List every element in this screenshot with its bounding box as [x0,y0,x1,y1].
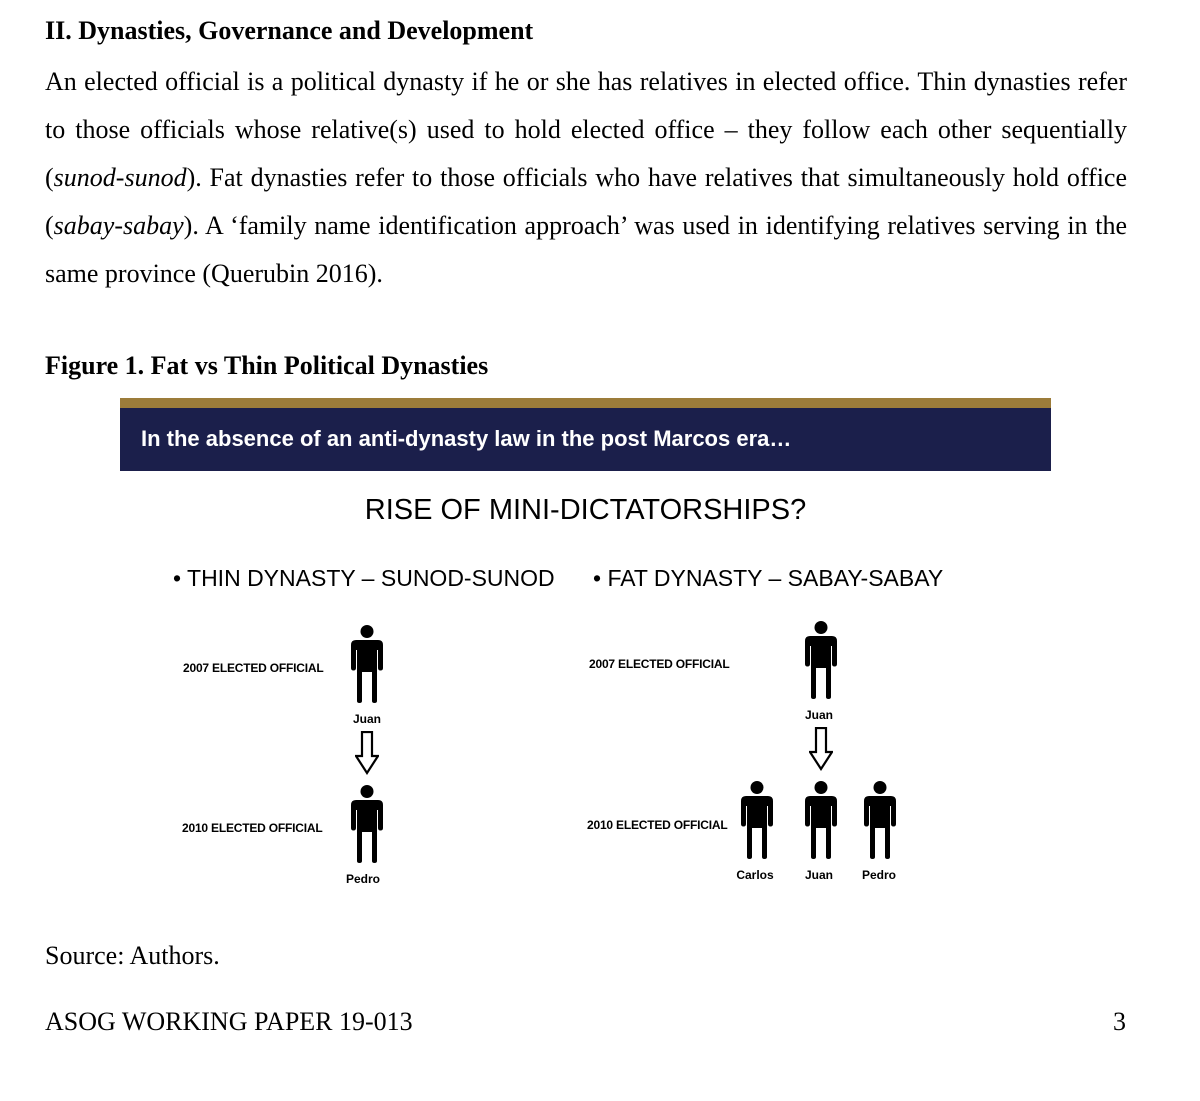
footer-paper-id: ASOG WORKING PAPER 19-013 [45,1007,413,1036]
thin-down-arrow-icon [355,731,379,775]
banner-text: In the absence of an anti-dynasty law in the post Marcos era… [141,426,792,451]
fat-dynasty-bullet: • FAT DYNASTY – SABAY-SABAY [593,565,944,591]
fat-name-pedro: Pedro [861,868,896,882]
body-paragraph [45,58,1127,298]
fat-row-label-2010: 2010 ELECTED OFFICIAL [587,818,728,832]
italic-term: sunod-sunod [53,163,187,192]
slide-gold-bar [120,398,1051,408]
thin-dynasty-bullet: • THIN DYNASTY – SUNOD-SUNOD [173,565,555,591]
thin-person-icon-juan [350,625,384,703]
paragraph-text: An elected official is a political dynasty if he or she has relatives in elected office. Thin dynasties refer to those officials whose relative(s) used to hold elected office – they follow each other sequentially ( [45,67,1127,192]
thin-name-juan: Juan [352,712,381,726]
fat-person-icon-juan-bottom [804,781,838,859]
italic-term: sabay-sabay [53,211,184,240]
fat-down-arrow-icon [809,727,833,771]
fat-row-label-2007: 2007 ELECTED OFFICIAL [589,657,730,671]
fat-name-carlos: Carlos [736,868,774,882]
fat-name-juan-top: Juan [804,708,833,722]
figure-slide [120,398,1051,918]
footer-page-number: 3 [1113,1007,1126,1036]
paragraph-text: ). A ‘family name identification approach’ was used in identifying relatives serving in the same province (Querubin 2016). [45,211,1127,288]
paragraph-text: ). Fat dynasties refer to those officials who have relatives that simultaneously hold office ( [45,163,1127,240]
slide-title: RISE OF MINI-DICTATORSHIPS? [364,494,807,526]
source-note: Source: Authors. [45,941,220,970]
thin-row-label-2010: 2010 ELECTED OFFICIAL [182,821,323,835]
thin-row-label-2007: 2007 ELECTED OFFICIAL [183,661,324,675]
fat-person-icon-pedro [863,781,897,859]
thin-name-pedro: Pedro [345,872,380,886]
fat-person-icon-juan-top [804,621,838,699]
fat-person-icon-carlos [740,781,774,859]
figure-caption: Figure 1. Fat vs Thin Political Dynasties [45,351,489,380]
section-heading: II. Dynasties, Governance and Development [45,16,534,45]
fat-name-juan-bottom: Juan [804,868,833,882]
thin-person-icon-pedro [350,785,384,863]
